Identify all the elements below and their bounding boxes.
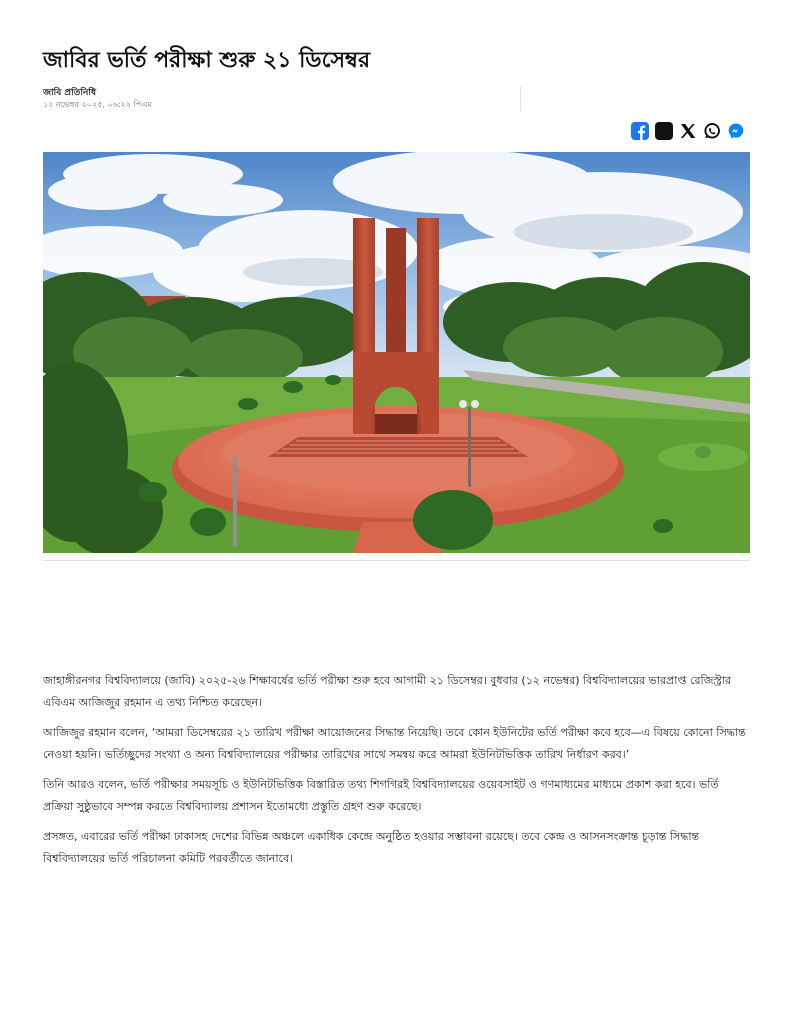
- header-divider: [520, 86, 521, 111]
- messenger-icon[interactable]: [726, 121, 746, 141]
- facebook-icon[interactable]: [630, 121, 650, 141]
- hero-image: [43, 152, 750, 553]
- author-name[interactable]: জাবি প্রতিনিধি: [43, 88, 96, 98]
- image-divider: [43, 560, 750, 561]
- article-headline: জাবির ভর্তি পরীক্ষা শুরু ২১ ডিসেম্বর: [43, 48, 371, 73]
- share-bar: [630, 121, 746, 141]
- body-paragraph: জাহাঙ্গীরনগর বিশ্ববিদ্যালয়ে (জাবি) ২০২৫-২৬ শিক্ষাবর্ষের ভর্তি পরীক্ষা শুরু হবে আগামী ২১ ডিসেম্বর। বুধবার (১২ নভেম্বর) বিশ্ববিদ্যালয়ের ভারপ্রাপ্ত রেজিস্ট্রার এবিএম আজিজুর রহমান এ তথ্য নিশ্চিত করেছেন।: [43, 674, 732, 709]
- body-paragraph: প্রসঙ্গত, এবারের ভর্তি পরীক্ষা ঢাকাসহ দেশের বিভিন্ন অঞ্চলে একাধিক কেন্দ্রে অনুষ্ঠিত হওয়ার সম্ভাবনা রয়েছে। তবে কেন্দ্র ও আসনসংক্রান্ত চূড়ান্ত সিদ্ধান্ত বিশ্ববিদ্যালয়ের ভর্তি পরিচালনা কমিটি পরবর্তীতে জানাবে।: [43, 830, 700, 865]
- article: [43, 0, 750, 1024]
- share-icon[interactable]: [654, 121, 674, 141]
- article-body: [43, 670, 750, 878]
- publish-date: ১২ নভেম্বর ২০২৫, ০৬:২২ পিএম: [43, 100, 152, 109]
- body-paragraph: আজিজুর রহমান বলেন, ‘আমরা ডিসেম্বরের ২১ তারিখ পরীক্ষা আয়োজনের সিদ্ধান্ত নিয়েছি। তবে কোন ইউনিটের ভর্তি পরীক্ষা কবে হবে—এ বিষয়ে কোনো সিদ্ধান্ত নেওয়া হয়নি। ভর্তিচ্ছুদের সংখ্যা ও অন্য বিশ্ববিদ্যালয়ের পরীক্ষার তারিখের সাথে সমন্বয় করে আমরা ইউনিটভিত্তিক তারিখ নির্ধারণ করব।’: [43, 726, 746, 761]
- body-paragraph: তিনি আরও বলেন, ভর্তি পরীক্ষার সময়সূচি ও ইউনিটভিত্তিক বিস্তারিত তথ্য শিগগিরই বিশ্ববিদ্যালয়ের ওয়েবসাইট ও গণমাধ্যমের মাধ্যমে প্রকাশ করা হবে। ভর্তি প্রক্রিয়া সুষ্ঠুভাবে সম্পন্ন করতে বিশ্ববিদ্যালয় প্রশাসন ইতোমধ্যে প্রস্তুতি গ্রহণ শুরু করেছে।: [43, 778, 719, 813]
- x-icon[interactable]: [678, 121, 698, 141]
- whatsapp-icon[interactable]: [702, 121, 722, 141]
